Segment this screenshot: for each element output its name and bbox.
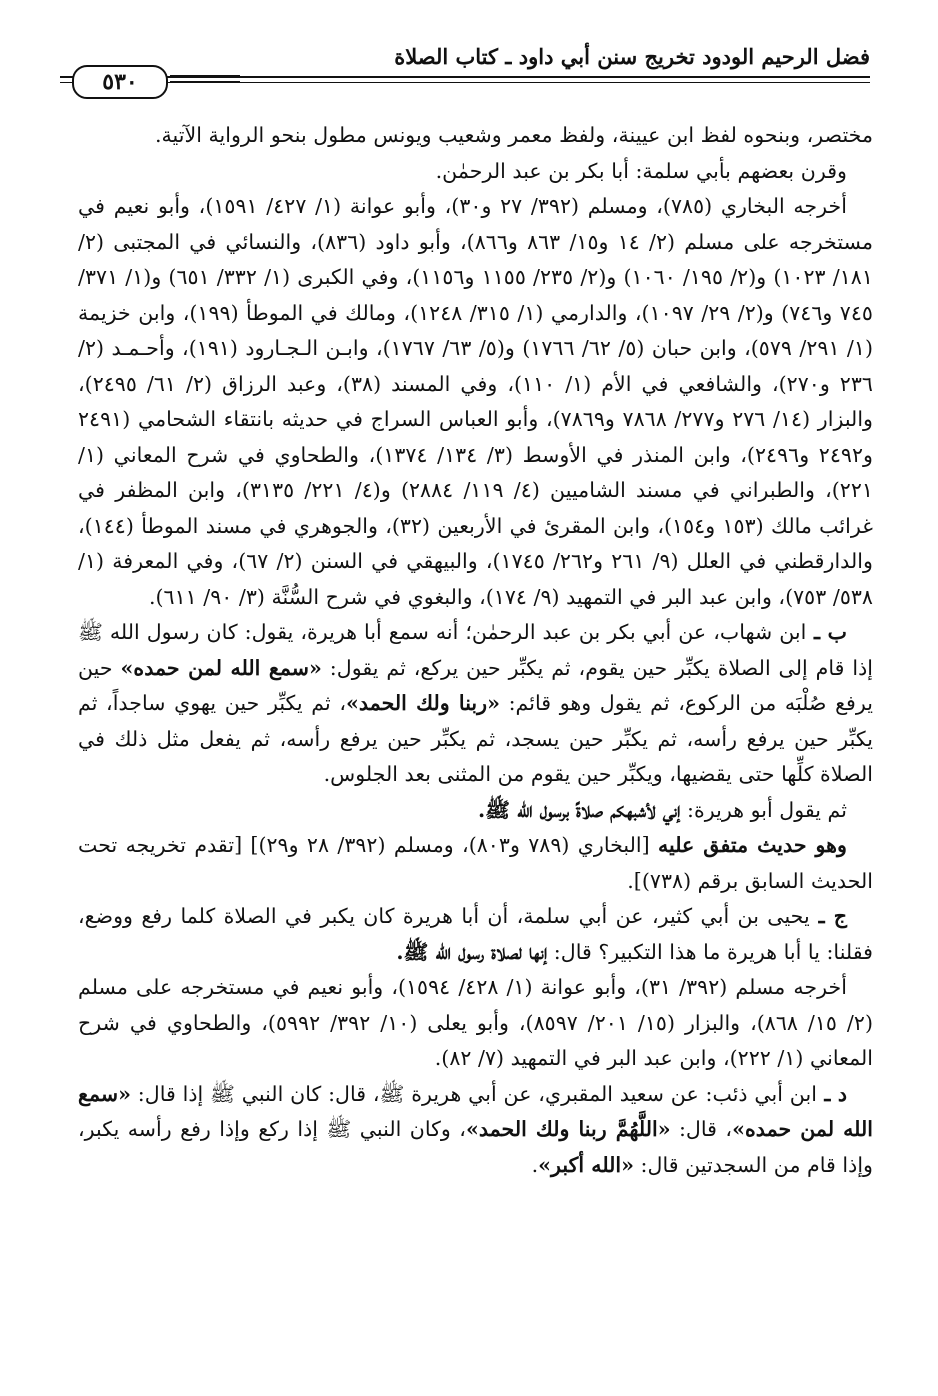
bold-text: وهو حديث متفق عليه (657, 833, 847, 857)
body-text: ، وكان النبي ﷺ إذا ركع وإذا رفع رأسه يكبر، وإذا قام من السجدتين قال: (78, 1117, 873, 1177)
body-text: [البخاري (٧٨٩ و٨٠٣)، ومسلم (٣٩٢/ ٢٨ و٢٩)] [تقدم تخريجه تحت الحديث السابق برقم (٧٣٨)]. (78, 833, 873, 893)
badge-ornament (170, 75, 240, 85)
bold-text: د ـ (816, 1081, 847, 1106)
body-text: أخرجه مسلم (٣٩٢/ ٣١)، وأبو عوانة (١/ ٤٢٨/ ١٥٩٤)، وأبو نعيم في مستخرجه على مسلم (٢/ ١٥/ ٨٦٨)، والبزار (١٥/ ٢٠١/ ٨٥٩٧)، وأبو يعلى (١٠/ ٣٩٢/ ٥٩٩٢)، والطحاوي في شرح المعاني (١/ ٢٢٢)، وابن عبد البر في التمهيد (٧/ ٨٢). (78, 975, 873, 1070)
body-text: يحيى بن أبي كثير، عن أبي سلمة، أن أبا هريرة كان يكبر في الصلاة كلما رفع ووضع، فقلنا: يا أبا هريرة ما هذا التكبير؟ قال: (78, 904, 873, 964)
paragraph (78, 615, 873, 793)
body-text: ثم يقول أبو هريرة: (680, 797, 847, 822)
bold-text: «الله أكبر» (538, 1152, 635, 1177)
body-text: ابن أبي ذئب: عن سعيد المقبري، عن أبي هريرة ﷺ، قال: كان النبي ﷺ إذا قال: (131, 1081, 817, 1106)
paragraph (78, 970, 873, 1077)
bold-text: «ربنا ولك الحمد» (345, 691, 500, 715)
body-text: ابن شهاب، عن أبي بكر بن عبد الرحمٰن؛ أنه سمع أبا هريرة، يقول: كان رسول الله ﷺ إذا قام إلى الصلاة يكبِّر حين يقوم، ثم يكبِّر حين يركع، ثم يقول: (78, 620, 873, 680)
page-header (60, 42, 870, 102)
page-number: ٥٣٠ (72, 65, 168, 99)
bold-text: ج ـ (809, 904, 847, 928)
body-text: أخرجه البخاري (٧٨٥)، ومسلم (٣٩٢/ ٢٧ و٣٠)، وأبو عوانة (١/ ٤٢٧/ ١٥٩١)، وأبو نعيم في مستخرجه على مسلم (٢/ ١٤ و١٥/ ٨٦٣ و٨٦٦)، وأبو داود (٨٣٦)، والنسائي في المجتبى (٢/ ١٨١/ ١٠٢٣) و(٢/ ١٩٥/ ١٠٦٠) و(٢/ ٢٣٥/ ١١٥٥ و١١٥٦)، وفي الكبرى (١/ ٣٣٢/ ٦٥١) و(١/ ٣٧١/ ٧٤٥ و٧٤٦) و(٢/ ٢٩/ ١٠٩٧)، والدارمي (١/ ٣١٥/ ١٢٤٨)، ومالك في الموطأ (١٩٩)، وابن خزيمة (١/ ٢٩١/ ٥٧٩)، وابن حبان (٥/ ٦٢/ ١٧٦٦) و(٥/ ٦٣/ ١٧٦٧)، وابـن الـجـارود (١٩١)، وأحـمـد (٢/ ٢٣٦ و٢٧٠)، والشافعي في الأم (١/ ١١٠)، وفي المسند (٣٨)، وعبد الرزاق (٢/ ٦١/ ٢٤٩٥)، والبزار (١٤/ ٢٧٦ و٢٧٧/ ٧٨٦٨ و٧٨٦٩)، وأبو العباس السراج في حديثه بانتقاء الشحامي (٢٤٩١ و٢٤٩٢ و٢٤٩٦)، وابن المنذر في الأوسط (٣/ ١٣٤/ ١٣٧٤)، والطحاوي في شرح المعاني (١/ ٢٢١)، والطبراني في مسند الشاميين (٤/ ١١٩/ ٢٨٨٤) و(٤/ ٢٢١/ ٣١٣٥)، وابن المظفر في غرائب مالك (١٥٣ و١٥٤)، وابن المقرئ في الأربعين (٣٢)، والجوهري في مسند الموطأ (١٤٤)، والدارقطني في العلل (٩/ ٢٦١ و٢٦٢/ ١٧٤٥)، والبيهقي في السنن (٢/ ٦٧)، وفي المعرفة (١/ ٥٣٨/ ٧٥٣)، وابن عبد البر في التمهيد (٩/ ١٧٤)، والبغوي في شرح السُّنَّة (٣/ ٩٠/ ٦١١). (78, 194, 873, 609)
bold-text: إنها لصلاة رسول الله ﷺ. (396, 939, 548, 964)
paragraph (78, 118, 873, 154)
paragraph (78, 793, 873, 829)
bold-text: «سمع الله لمن حمده» (120, 655, 322, 680)
bold-text: «سمع الله لمن حمده» (78, 1081, 873, 1141)
body-text: مختصر، وبنحوه لفظ ابن عيينة، ولفظ معمر وشعيب ويونس مطول بنحو الرواية الآتية. (154, 123, 873, 147)
paragraph (78, 1077, 873, 1184)
running-title: فضل الرحيم الودود تخريج سنن أبي داود ـ كتاب الصلاة (394, 44, 870, 69)
bold-text: «اللَّهُمَّ ربنا ولك الحمد» (465, 1117, 671, 1141)
paragraph (78, 189, 873, 615)
body-text: ، قال: (670, 1117, 733, 1141)
body-text: وقرن بعضهم بأبي سلمة: أبا بكر بن عبد الرحمٰن. (435, 158, 847, 183)
paragraph (78, 899, 873, 970)
body-text: . (531, 1152, 539, 1177)
bold-text: إني لأشبهكم صلاةً برسول الله ﷺ. (477, 797, 681, 822)
paragraph (78, 154, 873, 190)
bold-text: ب ـ (806, 620, 848, 644)
paragraph (78, 828, 873, 899)
body-text: ، ثم يكبِّر حين يهوي ساجداً، ثم يكبِّر حين يرفع رأسه، ثم يكبِّر حين يسجد، ثم يكبِّر حين يرفع رأسه، ثم يفعل مثل ذلك في الصلاة كلِّها حتى يقضيها، ويكبِّر حين يقوم من المثنى بعد الجلوس. (78, 691, 873, 786)
body-text: حين يرفع صُلْبَه من الركوع، ثم يقول وهو قائم: (78, 655, 873, 715)
page-body (78, 118, 873, 1183)
